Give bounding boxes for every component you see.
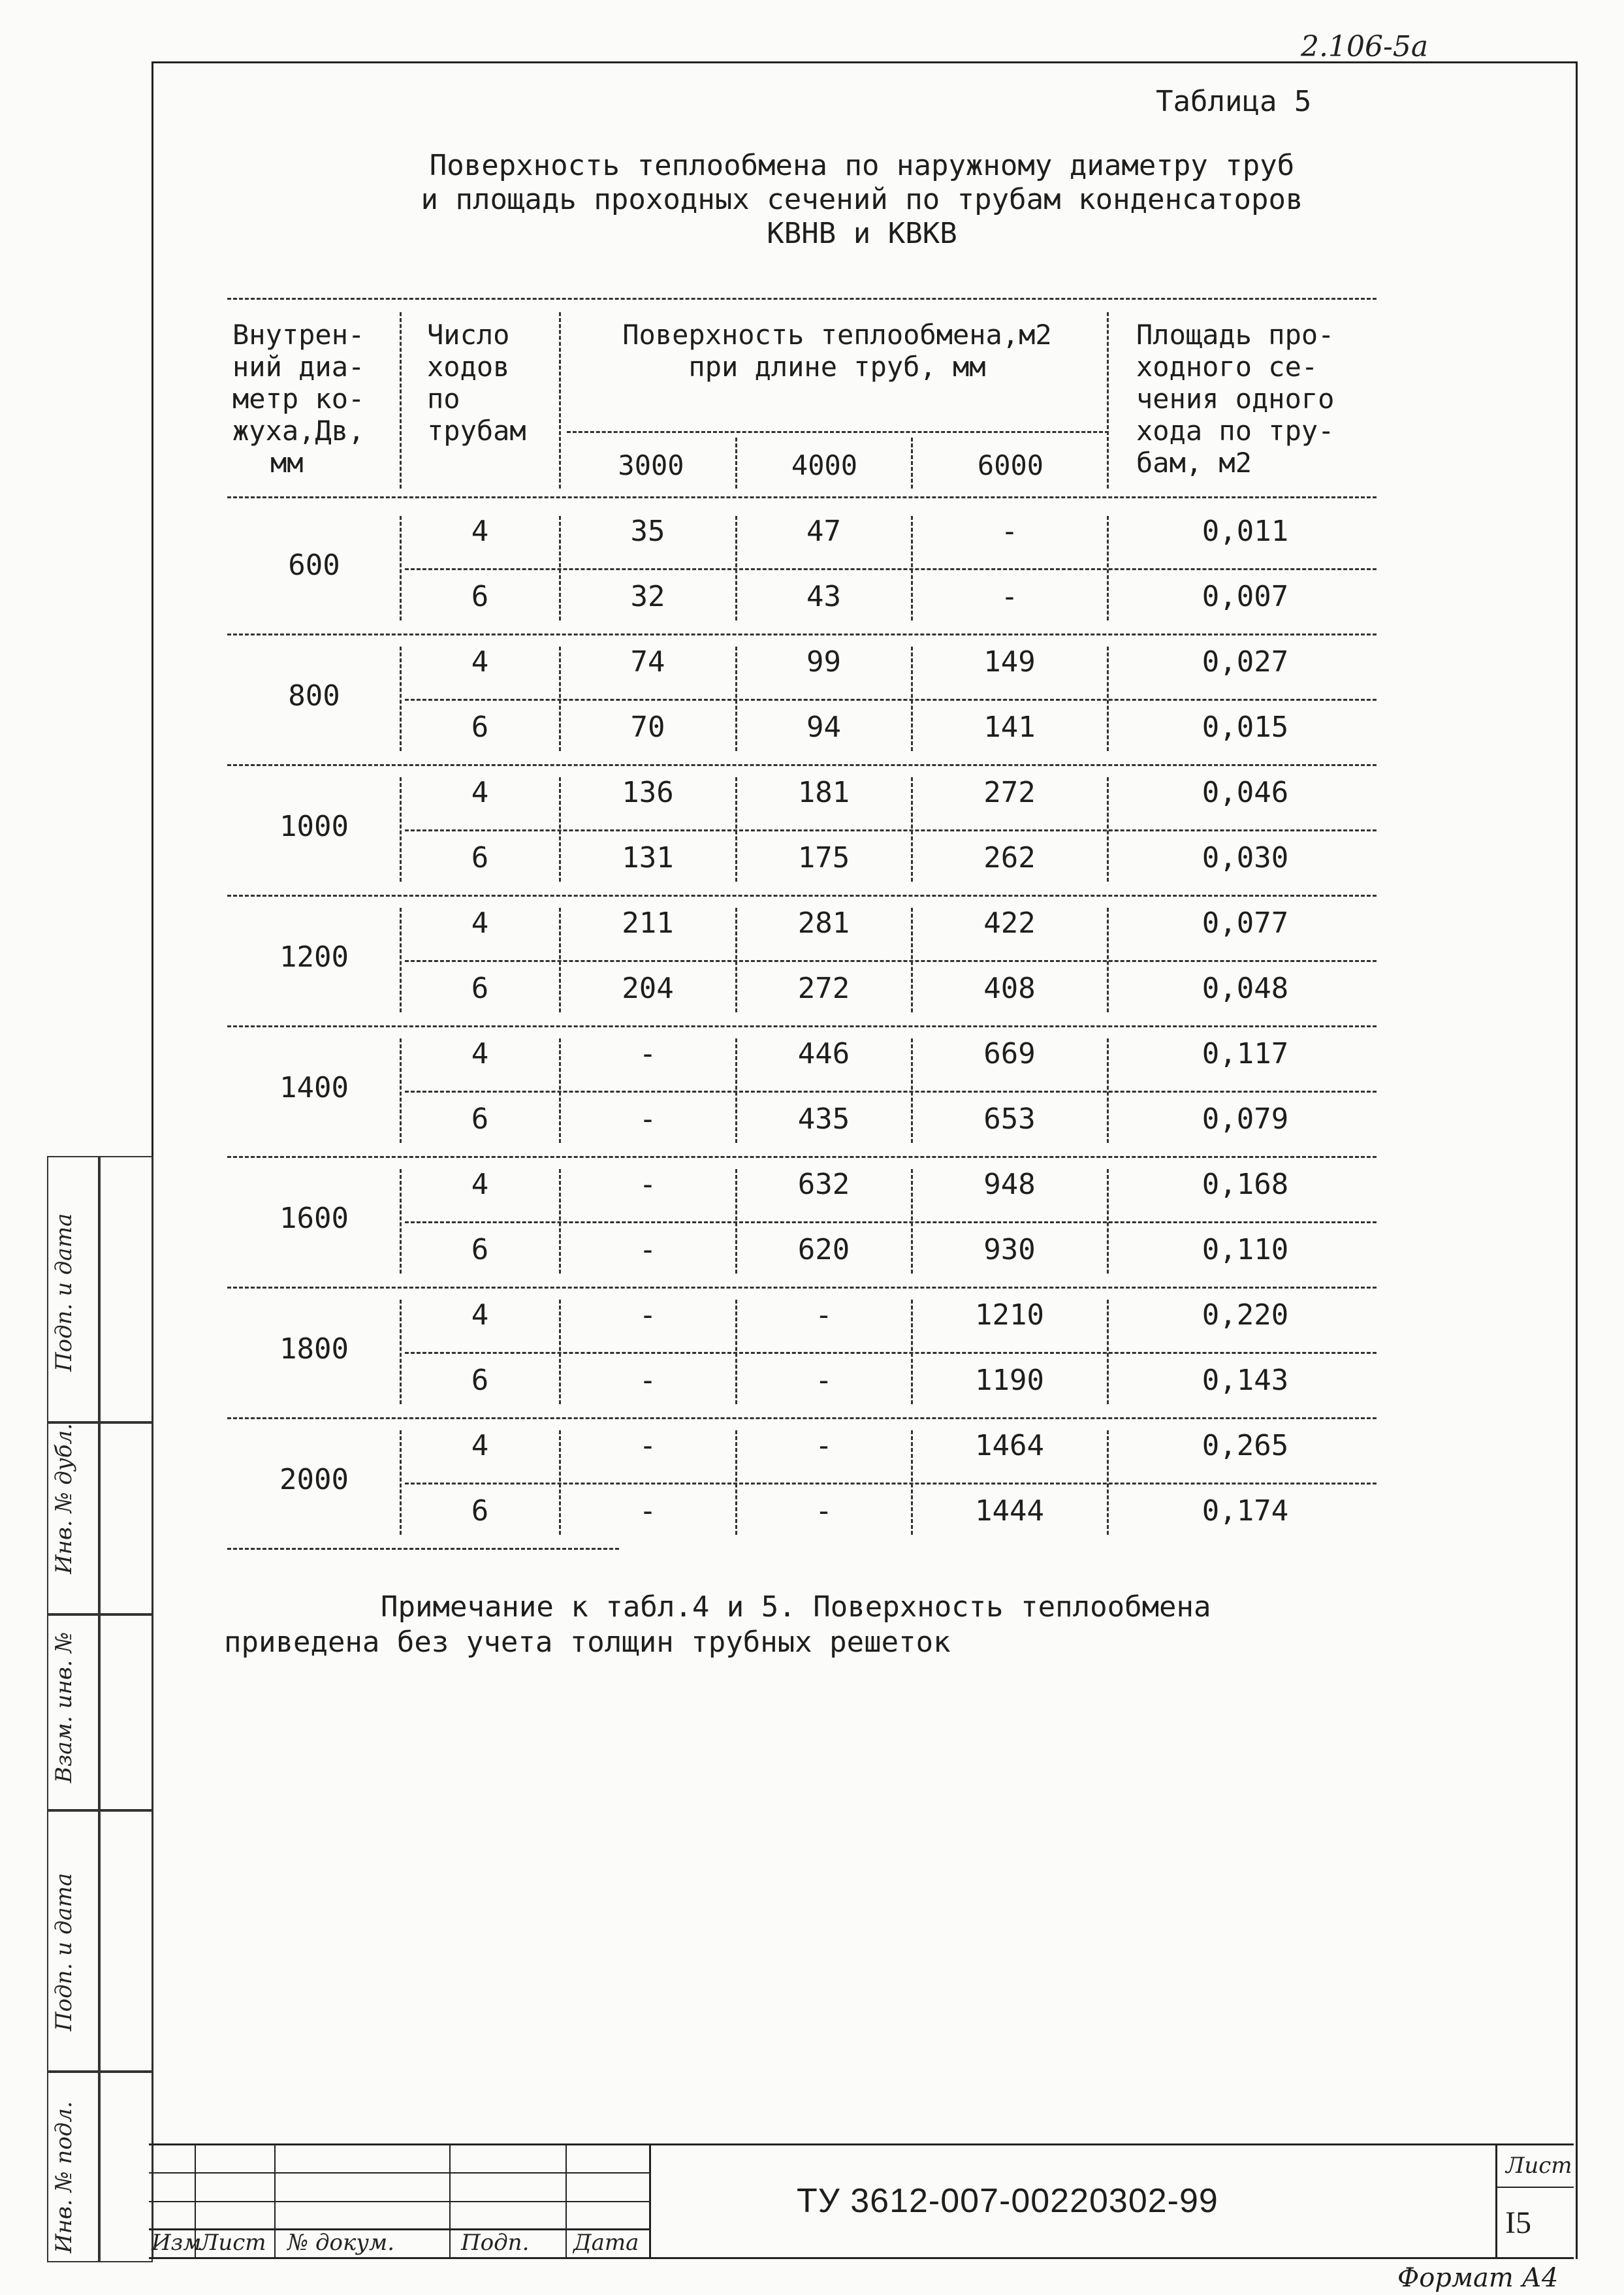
format-label: Формат А4 (1397, 2263, 1559, 2293)
surface-6000-cell: 653 (983, 1102, 1036, 1136)
surface-4000-cell: 446 (797, 1037, 850, 1070)
note-line: Примечание к табл.4 и 5. Поверхность теплообмена (381, 1590, 1211, 1624)
tb-label-change: Изм (151, 2230, 202, 2256)
area-cell: 0,030 (1202, 841, 1289, 875)
table-title (326, 149, 1397, 251)
row-rule (405, 1091, 1377, 1093)
diameter-cell: 1400 (279, 1071, 349, 1104)
tb-label-sign: Подп. (461, 2230, 530, 2256)
surface-4000-cell: 272 (797, 972, 850, 1005)
area-cell: 0,143 (1202, 1364, 1289, 1397)
surface-4000-cell: - (815, 1364, 833, 1397)
row-rule (405, 568, 1377, 570)
header-passes: Число ходов по трубам (427, 319, 526, 447)
header-col-sep (911, 438, 913, 489)
group-rule (227, 1025, 1377, 1027)
header-area: Площадь про- ходного се- чения одного хода по тру- бам, м2 (1136, 319, 1335, 479)
sheet-label: Лист (1506, 2153, 1572, 2179)
diameter-cell: 800 (288, 679, 340, 713)
surface-6000-cell: - (1000, 515, 1019, 548)
header-sub-rule (567, 431, 1109, 433)
surface-3000-cell: - (639, 1168, 657, 1201)
group-rule (227, 1287, 1377, 1289)
surface-4000-cell: 47 (806, 515, 841, 548)
passes-cell: 6 (471, 1233, 489, 1266)
header-col-sep (735, 438, 737, 489)
area-cell: 0,027 (1202, 645, 1289, 679)
group-rule (227, 1548, 619, 1550)
column-separator (400, 647, 402, 751)
group-rule (227, 764, 1377, 766)
surface-4000-cell: 620 (797, 1233, 850, 1266)
diameter-cell: 1000 (279, 810, 349, 843)
surface-4000-cell: 632 (797, 1168, 850, 1201)
surface-4000-cell: 181 (797, 776, 850, 809)
table-note (224, 1590, 1211, 1660)
header-length-3000: 3000 (618, 449, 684, 481)
group-rule (227, 895, 1377, 897)
column-separator (400, 908, 402, 1012)
surface-6000-cell: - (1000, 580, 1019, 613)
row-rule (405, 829, 1377, 831)
diameter-cell: 1200 (279, 940, 349, 974)
tb-label-sheet: Лист (200, 2230, 266, 2256)
surface-4000-cell: 43 (806, 580, 841, 613)
surface-3000-cell: 211 (622, 907, 674, 940)
side-label-sign-date: Подп. и дата (51, 1213, 77, 1372)
surface-6000-cell: 1444 (975, 1494, 1044, 1528)
surface-3000-cell: - (639, 1298, 657, 1332)
header-top-rule (227, 298, 1377, 300)
header-length-6000: 6000 (977, 449, 1044, 481)
diameter-cell: 1800 (279, 1332, 349, 1366)
surface-6000-cell: 141 (983, 711, 1036, 744)
tb-label-date: Дата (573, 2230, 639, 2256)
column-separator (400, 777, 402, 882)
area-cell: 0,079 (1202, 1102, 1289, 1136)
area-cell: 0,007 (1202, 580, 1289, 613)
area-cell: 0,077 (1202, 907, 1289, 940)
passes-cell: 4 (471, 907, 489, 940)
surface-3000-cell: 204 (622, 972, 674, 1005)
surface-3000-cell: 131 (622, 841, 674, 875)
page-frame (151, 61, 1578, 2259)
area-cell: 0,174 (1202, 1494, 1289, 1528)
passes-cell: 4 (471, 1429, 489, 1462)
passes-cell: 4 (471, 776, 489, 809)
surface-6000-cell: 272 (983, 776, 1036, 809)
surface-4000-cell: 435 (797, 1102, 850, 1136)
surface-4000-cell: - (815, 1429, 833, 1462)
title-line: и площадь проходных сечений по трубам конденсаторов (421, 183, 1303, 216)
diameter-cell: 1600 (279, 1202, 349, 1235)
column-separator (400, 1430, 402, 1535)
side-label-dup-inv: Инв. № дубл. (51, 1423, 77, 1574)
side-label-replace-inv: Взам. инв. № (51, 1631, 77, 1783)
header-diameter: Внутрен- ний диа- метр ко- жуха,Дв, мм (232, 319, 365, 479)
surface-3000-cell: 32 (630, 580, 665, 613)
page-code: 2.106-5a (1301, 30, 1429, 63)
surface-3000-cell: - (639, 1429, 657, 1462)
passes-cell: 4 (471, 645, 489, 679)
surface-4000-cell: 175 (797, 841, 850, 875)
surface-4000-cell: - (815, 1494, 833, 1528)
row-rule (405, 1352, 1377, 1354)
side-label-orig-inv: Инв. № подл. (51, 2101, 77, 2253)
surface-6000-cell: 262 (983, 841, 1036, 875)
surface-6000-cell: 1210 (975, 1298, 1044, 1332)
passes-cell: 4 (471, 1037, 489, 1070)
area-cell: 0,046 (1202, 776, 1289, 809)
row-rule (405, 960, 1377, 962)
row-rule (405, 699, 1377, 701)
table-label: Таблица 5 (1156, 85, 1312, 118)
surface-3000-cell: 74 (630, 645, 665, 679)
passes-cell: 6 (471, 711, 489, 744)
side-label-sign-date-2: Подп. и дата (51, 1872, 77, 2031)
surface-6000-cell: 408 (983, 972, 1036, 1005)
area-cell: 0,110 (1202, 1233, 1289, 1266)
surface-6000-cell: 1464 (975, 1429, 1044, 1462)
tb-label-doc: № докум. (287, 2230, 395, 2256)
surface-6000-cell: 149 (983, 645, 1036, 679)
surface-6000-cell: 948 (983, 1168, 1036, 1201)
passes-cell: 6 (471, 972, 489, 1005)
group-rule (227, 1156, 1377, 1158)
group-rule (227, 1417, 1377, 1419)
row-rule (405, 1221, 1377, 1223)
passes-cell: 4 (471, 515, 489, 548)
area-cell: 0,117 (1202, 1037, 1289, 1070)
surface-6000-cell: 1190 (975, 1364, 1044, 1397)
group-rule (227, 634, 1377, 635)
diameter-cell: 600 (288, 549, 340, 582)
passes-cell: 6 (471, 1102, 489, 1136)
surface-3000-cell: - (639, 1494, 657, 1528)
surface-3000-cell: 70 (630, 711, 665, 744)
surface-4000-cell: 94 (806, 711, 841, 744)
surface-6000-cell: 669 (983, 1037, 1036, 1070)
passes-cell: 4 (471, 1298, 489, 1332)
sheet-number: I5 (1505, 2206, 1531, 2240)
document-number: ТУ 3612-007-00220302-99 (797, 2182, 1218, 2220)
passes-cell: 6 (471, 1364, 489, 1397)
surface-3000-cell: 35 (630, 515, 665, 548)
column-separator (400, 1300, 402, 1404)
area-cell: 0,220 (1202, 1298, 1289, 1332)
surface-6000-cell: 422 (983, 907, 1036, 940)
note-line: приведена без учета толщин трубных решеток (224, 1626, 951, 1659)
side-stamp (47, 1156, 151, 2260)
surface-3000-cell: - (639, 1364, 657, 1397)
surface-3000-cell: - (639, 1233, 657, 1266)
passes-cell: 6 (471, 1494, 489, 1528)
diameter-cell: 2000 (279, 1463, 349, 1496)
surface-3000-cell: 136 (622, 776, 674, 809)
surface-3000-cell: - (639, 1102, 657, 1136)
area-cell: 0,048 (1202, 972, 1289, 1005)
row-rule (405, 1483, 1377, 1485)
passes-cell: 6 (471, 580, 489, 613)
column-separator (400, 516, 402, 620)
column-separator (400, 1169, 402, 1274)
header-bottom-rule (227, 496, 1377, 498)
header-col-sep (559, 312, 561, 489)
surface-4000-cell: - (815, 1298, 833, 1332)
area-cell: 0,265 (1202, 1429, 1289, 1462)
surface-3000-cell: - (639, 1037, 657, 1070)
surface-6000-cell: 930 (983, 1233, 1036, 1266)
column-separator (400, 1038, 402, 1143)
area-cell: 0,011 (1202, 515, 1289, 548)
passes-cell: 4 (471, 1168, 489, 1201)
surface-4000-cell: 99 (806, 645, 841, 679)
area-cell: 0,015 (1202, 711, 1289, 744)
side-column-inner (98, 1156, 153, 2262)
header-col-sep (400, 312, 402, 489)
header-surface: Поверхность теплообмена,м2 при длине труб, мм (622, 319, 1052, 383)
passes-cell: 6 (471, 841, 489, 875)
surface-4000-cell: 281 (797, 907, 850, 940)
area-cell: 0,168 (1202, 1168, 1289, 1201)
header-length-4000: 4000 (791, 449, 858, 481)
title-line: КВНВ и КВКВ (767, 217, 957, 250)
title-line: Поверхность теплообмена по наружному диаметру труб (429, 149, 1295, 182)
